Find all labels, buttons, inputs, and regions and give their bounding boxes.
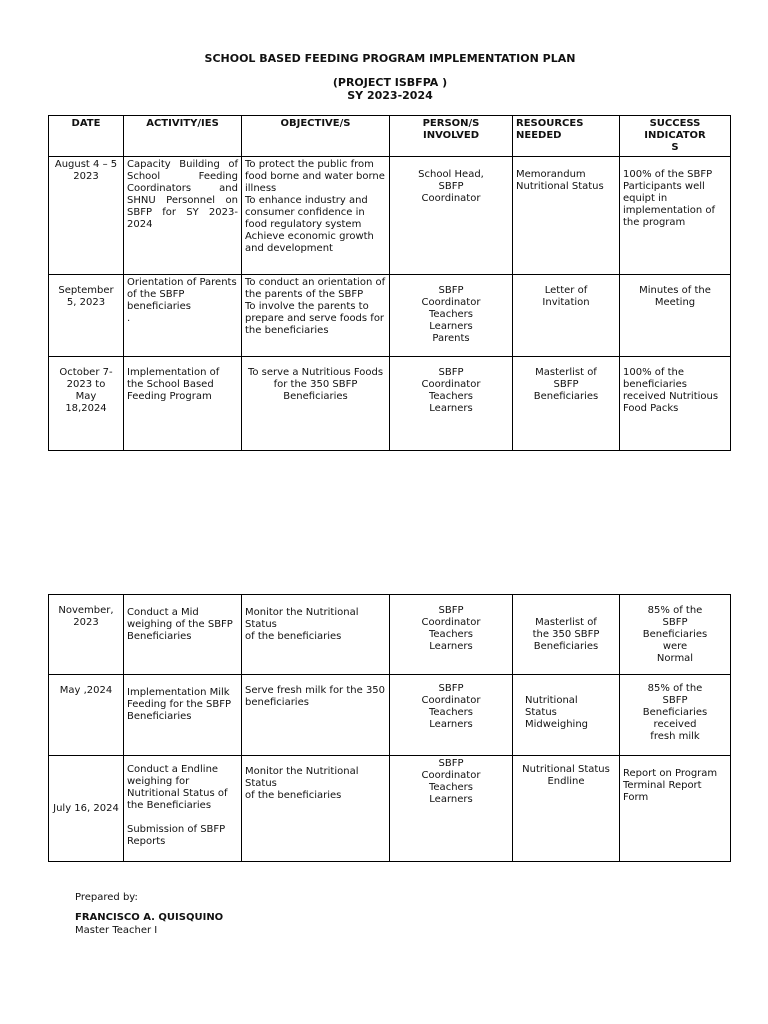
plan-table-2 <box>48 594 731 862</box>
header-objective: OBJECTIVE/S <box>242 116 390 157</box>
school-year: SY 2023-2024 <box>347 89 433 102</box>
date-cell: July 16, 2024 <box>49 756 124 862</box>
plan-table-1 <box>48 115 731 451</box>
header-date: DATE <box>49 116 124 157</box>
table-row <box>49 357 731 451</box>
preparer-name: FRANCISCO A. QUISQUINO <box>75 912 224 923</box>
resources-cell: Nutritional Status Endline <box>513 756 620 862</box>
table-row <box>49 595 731 675</box>
table-row <box>49 756 731 862</box>
activity-cell: Implementation of the School Based Feeding Program <box>124 357 242 451</box>
activity-cell: Conduct a Mid weighing of the SBFP Beneficiaries <box>124 595 242 675</box>
objective-cell: To conduct an orientation of the parents of the SBFP To involve the parents to prepare and serve foods for the beneficiaries <box>242 275 390 357</box>
table-header-row <box>49 116 731 157</box>
persons-cell: School Head, SBFP Coordinator <box>390 157 513 275</box>
date-cell: May ,2024 <box>49 675 124 756</box>
success-cell: 100% of the beneficiaries received Nutritious Food Packs <box>620 357 731 451</box>
success-cell: Report on Program Terminal Report Form <box>620 756 731 862</box>
objective-cell: To protect the public from food borne and water borne illness To enhance industry and consumer confidence in food regulatory system Achieve economic growth and development <box>242 157 390 275</box>
persons-cell: SBFP Coordinator Teachers Learners <box>390 357 513 451</box>
header-resources: RESOURCES NEEDED <box>513 116 620 157</box>
resources-cell: Masterlist of the 350 SBFP Beneficiaries <box>513 595 620 675</box>
persons-cell: SBFP Coordinator Teachers Learners <box>390 675 513 756</box>
persons-cell: SBFP Coordinator Teachers Learners <box>390 756 513 862</box>
success-cell: Minutes of the Meeting <box>620 275 731 357</box>
date-cell: November, 2023 <box>49 595 124 675</box>
header-success: SUCCESS INDICATOR S <box>620 116 731 157</box>
header-activity: ACTIVITY/IES <box>124 116 242 157</box>
resources-cell: Letter of Invitation <box>513 275 620 357</box>
header-persons: PERSON/S INVOLVED <box>390 116 513 157</box>
date-cell: August 4 – 5 2023 <box>49 157 124 275</box>
project-name: (PROJECT ISBFPA ) <box>332 76 448 89</box>
objective-cell: Serve fresh milk for the 350 beneficiaries <box>242 675 390 756</box>
prepared-by-label: Prepared by: <box>75 892 138 903</box>
activity-cell: Orientation of Parents of the SBFP beneficiaries . <box>124 275 242 357</box>
activity-cell: Implementation Milk Feeding for the SBFP Beneficiaries <box>124 675 242 756</box>
activity-cell: Capacity Building of School Feeding Coordinators and SHNU Personnel on SBFP for SY 2023-2024 <box>124 157 242 275</box>
success-cell: 85% of the SBFP Beneficiaries received fresh milk <box>620 675 731 756</box>
resources-cell: Memorandum Nutritional Status <box>513 157 620 275</box>
success-cell: 100% of the SBFP Participants well equipt in implementation of the program <box>620 157 731 275</box>
resources-cell: Masterlist of SBFP Beneficiaries <box>513 357 620 451</box>
success-cell: 85% of the SBFP Beneficiaries were Normal <box>620 595 731 675</box>
date-cell: October 7- 2023 to May 18,2024 <box>49 357 124 451</box>
document-title: SCHOOL BASED FEEDING PROGRAM IMPLEMENTATION PLAN <box>204 52 576 65</box>
objective-cell: To serve a Nutritious Foods for the 350 SBFP Beneficiaries <box>242 357 390 451</box>
table-row <box>49 157 731 275</box>
table-row <box>49 675 731 756</box>
date-cell: September 5, 2023 <box>49 275 124 357</box>
objective-cell: Monitor the Nutritional Status of the beneficiaries <box>242 756 390 862</box>
activity-cell: Conduct a Endline weighing for Nutritional Status of the Beneficiaries Submission of SBFP Reports <box>124 756 242 862</box>
preparer-position: Master Teacher I <box>75 925 158 936</box>
objective-cell: Monitor the Nutritional Status of the beneficiaries <box>242 595 390 675</box>
persons-cell: SBFP Coordinator Teachers Learners Parents <box>390 275 513 357</box>
table-row <box>49 275 731 357</box>
persons-cell: SBFP Coordinator Teachers Learners <box>390 595 513 675</box>
resources-cell: Nutritional Status Midweighing <box>513 675 620 756</box>
